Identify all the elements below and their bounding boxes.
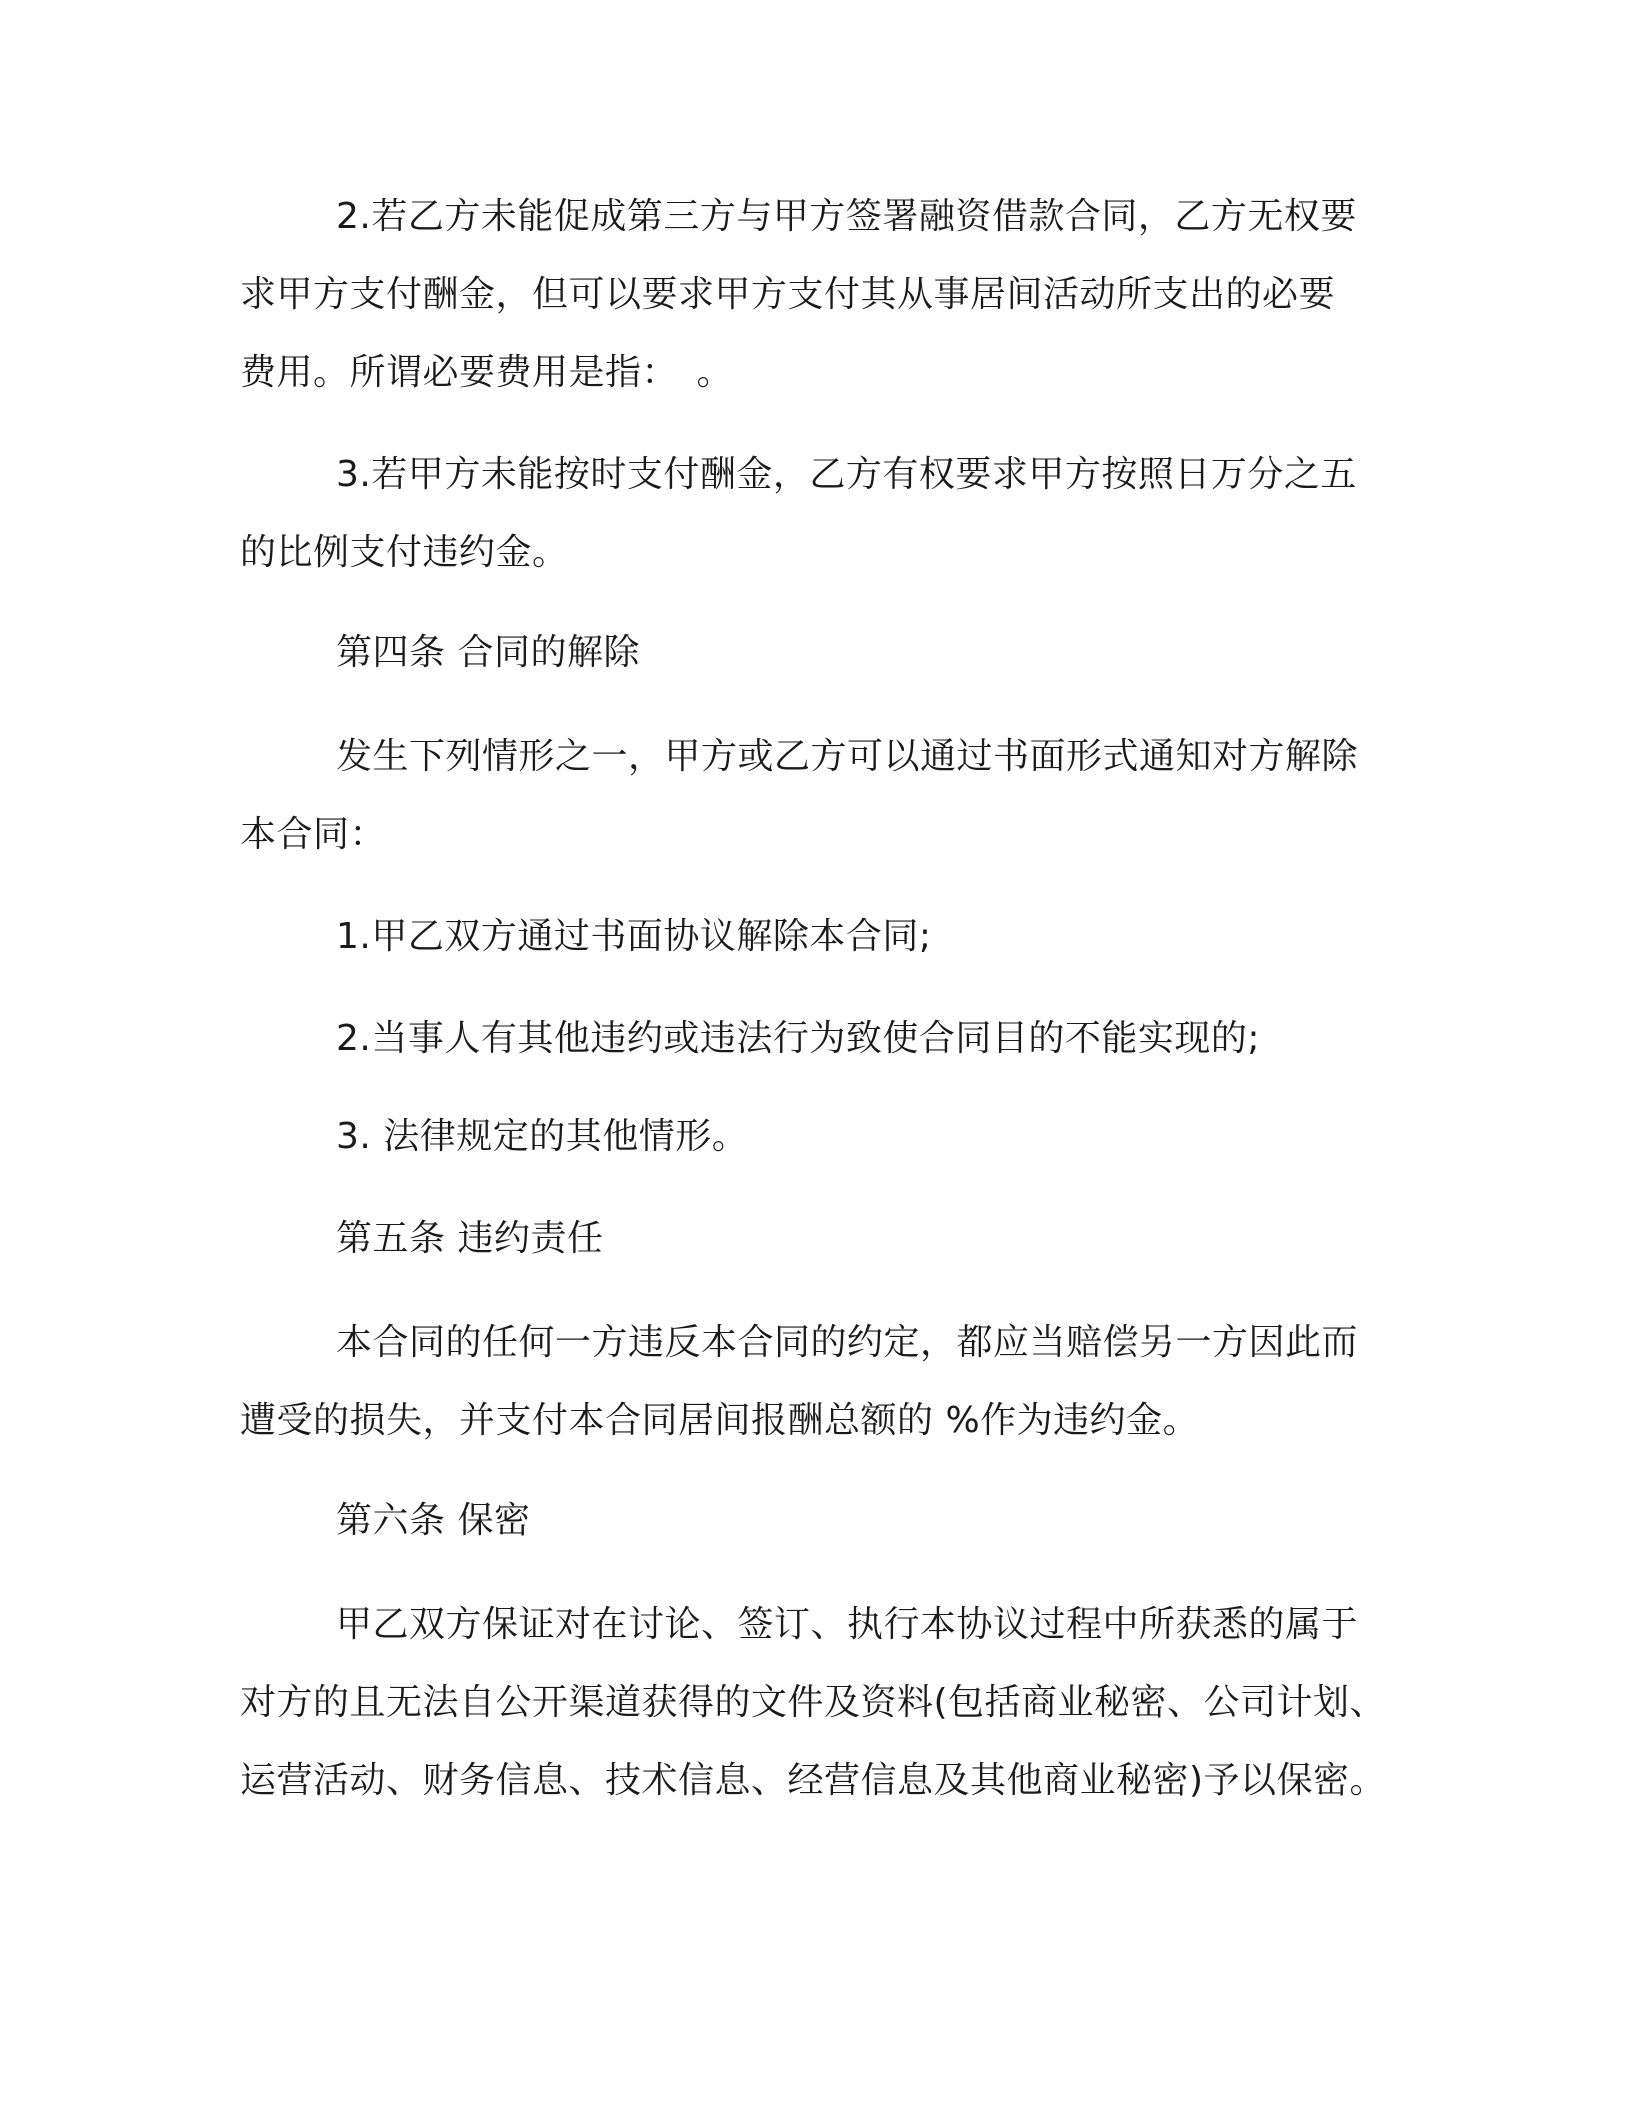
article-6-body-line-2: 对方的且无法自公开渠道获得的文件及资料(包括商业秘密、公司计划、 — [240, 1682, 1387, 1723]
article-4-item-1-text: 1.甲乙双方通过书面协议解除本合同; — [336, 916, 932, 957]
article-5-body-paragraph — [240, 1304, 1390, 1460]
article-6-body-paragraph — [240, 1586, 1390, 1820]
article-5-heading — [240, 1200, 1390, 1278]
clause-3-3-paragraph — [240, 436, 1390, 592]
article-4-intro-line-2: 本合同： — [240, 814, 387, 855]
article-4-item-2-text: 2.当事人有其他违约或违法行为致使合同目的不能实现的; — [336, 1018, 1260, 1059]
article-4-item-1 — [240, 898, 1390, 976]
article-4-item-2 — [240, 1000, 1390, 1078]
article-6-heading — [240, 1482, 1390, 1560]
article-6-body-line-1: 甲乙双方保证对在讨论、签订、执行本协议过程中所获悉的属于 — [336, 1604, 1359, 1645]
article-6-body-line-3: 运营活动、财务信息、技术信息、经营信息及其他商业秘密)予以保密。 — [240, 1760, 1387, 1801]
article-5-heading-text: 第五条 违约责任 — [336, 1218, 604, 1259]
article-4-intro-line-1: 发生下列情形之一，甲方或乙方可以通过书面形式通知对方解除 — [336, 736, 1359, 777]
clause-3-3-line-1: 3.若甲方未能按时支付酬金，乙方有权要求甲方按照日万分之五 — [336, 454, 1357, 495]
article-4-item-3-text: 3. 法律规定的其他情形。 — [336, 1116, 749, 1157]
clause-3-2-line-3: 费用。所谓必要费用是指： 。 — [240, 352, 734, 393]
article-4-heading — [240, 614, 1390, 692]
article-4-intro-paragraph — [240, 718, 1390, 874]
article-6-heading-text: 第六条 保密 — [336, 1500, 531, 1541]
article-5-body-line-1: 本合同的任何一方违反本合同的约定，都应当赔偿另一方因此而 — [336, 1322, 1359, 1363]
clause-3-2-line-1: 2.若乙方未能促成第三方与甲方签署融资借款合同，乙方无权要 — [336, 196, 1357, 237]
article-4-heading-text: 第四条 合同的解除 — [336, 632, 640, 673]
clause-3-2-line-2: 求甲方支付酬金，但可以要求甲方支付其从事居间活动所支出的必要 — [240, 274, 1336, 315]
article-5-body-line-2: 遭受的损失，并支付本合同居间报酬总额的 %作为违约金。 — [240, 1400, 1200, 1441]
clause-3-2-paragraph — [240, 178, 1390, 412]
clause-3-3-line-2: 的比例支付违约金。 — [240, 532, 569, 573]
article-4-item-3 — [240, 1098, 1390, 1176]
